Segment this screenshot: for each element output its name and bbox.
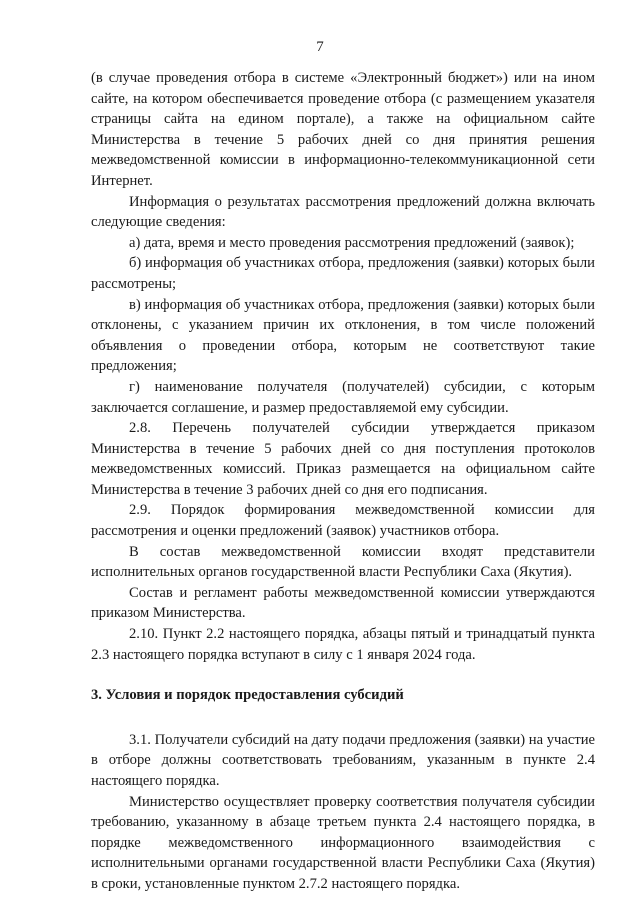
clause-2-8: 2.8. Перечень получателей субсидии утверждается приказом Министерства в течение 5 рабочих дней со дня поступления протоколов межведомственных комиссий. Приказ размещается на официальном сайте Министерства в течение 3 рабочих дней со дня его подписания. xyxy=(91,420,595,498)
clause-3-1: 3.1. Получатели субсидий на дату подачи предложения (заявки) на участие в отборе должны соответствовать требованиям, указанным в пункте 2.4 настоящего порядка. xyxy=(91,731,595,789)
list-item-b: б) информация об участниках отбора, предложения (заявки) которых были рассмотрены; xyxy=(91,255,595,292)
list-item-c: в) информация об участниках отбора, предложения (заявки) которых были отклонены, с указанием причин их отклонения, в том числе положений объявления о проведении отбора, которым не соответствуют такие предложения; xyxy=(91,296,595,375)
paragraphs-before xyxy=(91,68,595,665)
document-body xyxy=(91,68,595,895)
paragraph: В состав межведомственной комиссии входят представители исполнительных органов государственной власти Республики Саха (Якутия). xyxy=(91,543,595,581)
list-item-d: г) наименование получателя (получателей) субсидии, с которым заключается соглашение, и размер предоставляемой ему субсидии. xyxy=(91,378,595,416)
paragraph: Министерство осуществляет проверку соответствия получателя субсидии требованию, указанному в абзаце третьем пункта 2.4 настоящего порядка, в порядке межведомственного информационного взаимодействия с исполнительными органами государственной власти Республики Саха (Якутия) в сроки, установленные пунктом 2.7.2 настоящего порядка. xyxy=(91,793,595,892)
paragraphs-after xyxy=(91,730,595,895)
list-item-a: а) дата, время и место проведения рассмотрения предложений (заявок); xyxy=(129,234,575,251)
clause-2-10: 2.10. Пункт 2.2 настоящего порядка, абзацы пятый и тринадцатый пункта 2.3 настоящего порядка вступают в силу с 1 января 2024 года. xyxy=(91,626,595,663)
paragraph: Состав и регламент работы межведомственной комиссии утверждаются приказом Министерства. xyxy=(91,584,595,622)
section-heading: 3. Условия и порядок предоставления субсидий xyxy=(91,687,404,704)
clause-2-9: 2.9. Порядок формирования межведомственной комиссии для рассмотрения и оценки предложений (заявок) участников отбора. xyxy=(91,502,595,540)
page-number: 7 xyxy=(316,39,324,55)
paragraph: Информация о результатах рассмотрения предложений должна включать следующие сведения: xyxy=(91,193,595,231)
paragraph: (в случае проведения отбора в системе «Электронный бюджет») или на ином сайте, на котором обеспечивается проведение отбора (с размещением указателя страницы сайта на едином портале), а также на официальном сайте Министерства в течение 5 рабочих дней со дня принятия решения межведомственной комиссии в информационно-телекоммуникационной сети Интернет. xyxy=(91,70,595,189)
